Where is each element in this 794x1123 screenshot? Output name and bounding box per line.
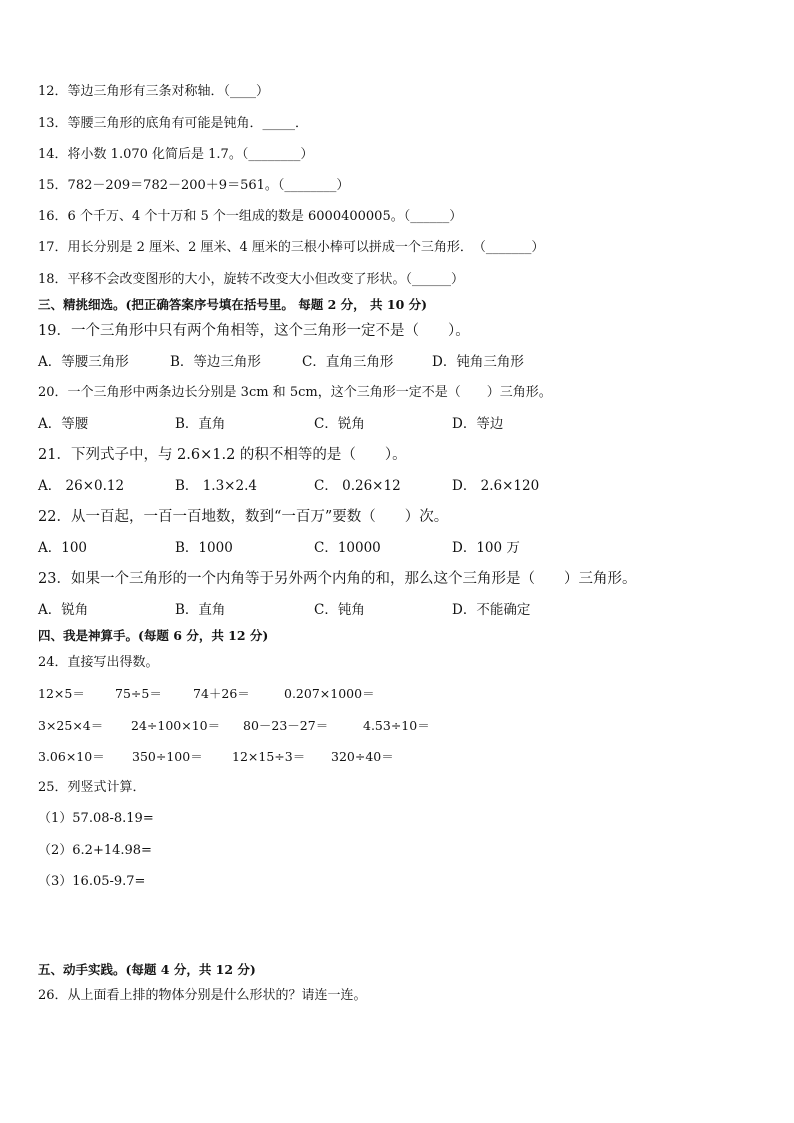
question-13: 13．等腰三角形的底角有可能是钝角．_____．	[38, 116, 309, 131]
option-d: D． 2.6×120	[452, 478, 540, 494]
option-b: B． 1.3×2.4	[175, 478, 257, 494]
option-a: A．等腰三角形	[38, 354, 129, 370]
question-15: 15．782－209＝782－200＋9＝561。（________）	[38, 178, 350, 193]
section-3-title: 三、精挑细选。(把正确答案序号填在括号里。 每题 2 分， 共 10 分)	[38, 297, 428, 312]
question-26: 26．从上面看上排的物体分别是什么形状的？请连一连。	[38, 988, 367, 1003]
question-25: 25．列竖式计算．	[38, 780, 146, 795]
option-c: C．钝角	[314, 602, 365, 618]
vertical-calc-3: （3）16.05-9.7=	[38, 874, 146, 889]
option-a: A．等腰	[38, 416, 89, 432]
calc-item: 350÷100＝	[132, 749, 203, 764]
option-d: D．钝角三角形	[432, 354, 524, 370]
option-d: D．100 万	[452, 540, 520, 556]
question-24: 24．直接写出得数。	[38, 655, 159, 670]
option-b: B．直角	[175, 602, 226, 618]
calc-item: 74＋26＝	[193, 686, 250, 701]
calc-item: 12×5＝	[38, 686, 85, 701]
option-a: A．100	[38, 540, 88, 556]
option-a: A．锐角	[38, 602, 89, 618]
question-22: 22．从一百起，一百一百地数，数到“一百万”要数（ ）次。	[38, 509, 449, 525]
option-c: C．直角三角形	[302, 354, 394, 370]
vertical-calc-1: （1）57.08-8.19=	[38, 811, 154, 826]
question-12: 12．等边三角形有三条对称轴．（____）	[38, 84, 270, 99]
option-d: D．不能确定	[452, 602, 531, 618]
question-16: 16．6 个千万、4 个十万和 5 个一组成的数是 6000400005。（______）	[38, 209, 463, 224]
question-18: 18．平移不会改变图形的大小，旋转不改变大小但改变了形状。（______）	[38, 272, 465, 287]
calc-item: 4.53÷10＝	[363, 718, 430, 733]
option-b: B．等边三角形	[170, 354, 261, 370]
calc-item: 0.207×1000＝	[284, 686, 375, 701]
calc-item: 24÷100×10＝	[131, 718, 221, 733]
calc-item: 75÷5＝	[115, 686, 162, 701]
section-4-title: 四、我是神算手。(每题 6 分，共 12 分)	[38, 628, 269, 643]
question-21: 21．下列式子中，与 2.6×1.2 的积不相等的是（ ）。	[38, 447, 407, 463]
question-14: 14．将小数 1.070 化简后是 1.7。（________）	[38, 147, 314, 162]
question-17: 17．用长分别是 2 厘米、2 厘米、4 厘米的三根小棒可以拼成一个三角形． （_______）	[38, 240, 545, 255]
vertical-calc-2: （2）6.2+14.98=	[38, 843, 152, 858]
calc-item: 3×25×4＝	[38, 718, 104, 733]
calc-item: 3.06×10＝	[38, 749, 105, 764]
calc-item: 12×15÷3＝	[232, 749, 306, 764]
option-d: D．等边	[452, 416, 504, 432]
option-c: C． 0.26×12	[314, 478, 401, 494]
calc-item: 80－23－27＝	[243, 718, 329, 733]
option-b: B．直角	[175, 416, 226, 432]
section-5-title: 五、动手实践。(每题 4 分，共 12 分)	[38, 962, 256, 977]
option-b: B．1000	[175, 540, 233, 556]
option-a: A． 26×0.12	[38, 478, 125, 494]
question-19: 19．一个三角形中只有两个角相等，这个三角形一定不是（ ）。	[38, 323, 470, 339]
option-c: C．锐角	[314, 416, 365, 432]
question-23: 23．如果一个三角形的一个内角等于另外两个内角的和，那么这个三角形是（ ）三角形。	[38, 571, 637, 587]
option-c: C．10000	[314, 540, 381, 556]
calc-item: 320÷40＝	[331, 749, 394, 764]
question-20: 20．一个三角形中两条边长分别是 3cm 和 5cm，这个三角形一定不是（ ）三角形。	[38, 385, 552, 400]
